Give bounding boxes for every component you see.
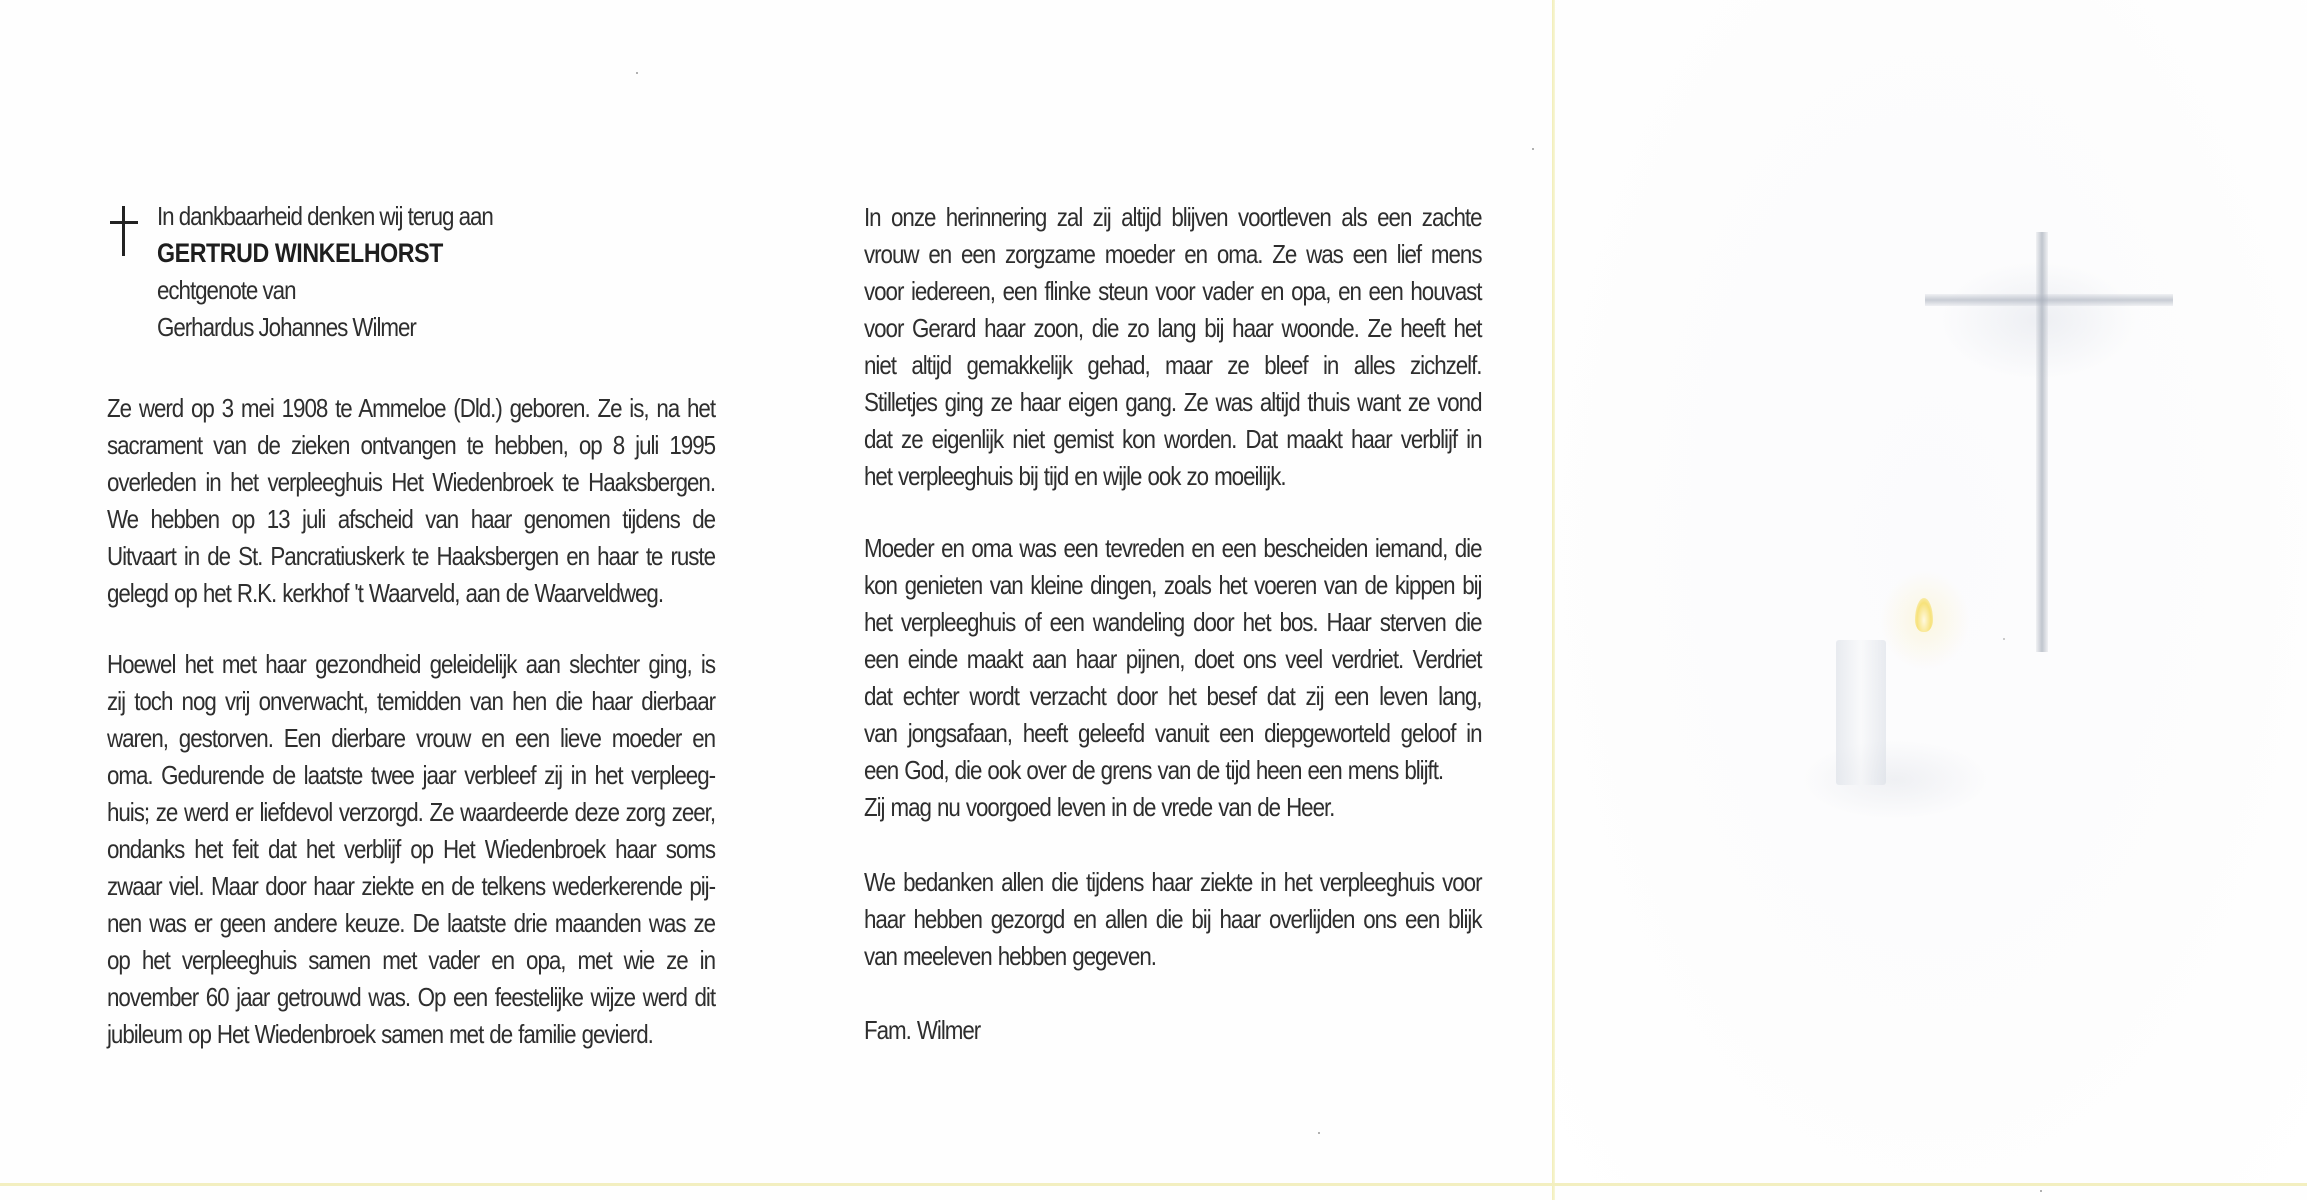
text-line: oma. Gedurende de laatste twee jaar verbleef zij in het verpleeg- <box>107 760 716 790</box>
text-line: gelegd op het R.K. kerkhof 't Waarveld, aan de Waarveldweg. <box>107 578 664 608</box>
text-line: dat echter wordt verzacht door het besef dat zij een leven lang, <box>864 681 1482 711</box>
remembrance-paragraph-1 <box>864 199 1481 495</box>
text-line: Zij mag nu voorgoed leven in de vrede van de Heer. <box>864 792 1335 822</box>
text-line: op het verpleeghuis samen met vader en opa, met wie ze in <box>107 945 716 975</box>
text-line: overleden in het verpleeghuis Het Wiedenbroek te Haaksbergen. <box>107 467 716 497</box>
text-line: Stilletjes ging ze haar eigen gang. Ze was altijd thuis want ze vond <box>864 387 1482 417</box>
candle-shadow <box>1800 740 1990 820</box>
dedication-line: In dankbaarheid denken wij terug aan <box>157 201 493 231</box>
bottom-edge <box>0 1183 2307 1186</box>
text-line: van meeleven hebben gegeven. <box>864 941 1156 971</box>
text-line: nen was er geen andere keuze. De laatste drie maanden was ze <box>107 908 716 938</box>
biography-paragraph-1 <box>107 390 715 612</box>
text-line: zwaar viel. Maar door haar ziekte en de telkens wederkerende pij- <box>107 871 716 901</box>
text-line: een einde maakt aan haar pijnen, doet ons veel verdriet. Verdriet <box>864 644 1482 674</box>
text-line: kon genieten van kleine dingen, zoals het voeren van de kippen bij <box>864 570 1482 600</box>
text-line: Hoewel het met haar gezondheid geleidelijk aan slechter ging, is <box>107 649 716 679</box>
text-line: We bedanken allen die tijdens haar ziekte in het verpleeghuis voor <box>864 867 1482 897</box>
dedication-header <box>157 198 493 346</box>
text-line: jubileum op Het Wiedenbroek samen met de familie gevierd. <box>107 1019 653 1049</box>
text-line: In onze herinnering zal zij altijd blijven voortleven als een zachte <box>864 202 1482 232</box>
family-signature: Fam. Wilmer <box>864 1015 981 1045</box>
text-line: Moeder en oma was een tevreden en een bescheiden iemand, die <box>864 533 1482 563</box>
candle-icon <box>1836 640 1886 785</box>
text-line: vrouw en een zorgzame moeder en oma. Ze was een lief mens <box>864 239 1482 269</box>
text-line: dat ze eigenlijk niet gemist kon worden. Dat maakt haar verblijf in <box>864 424 1482 454</box>
text-line: Ze werd op 3 mei 1908 te Ammeloe (Dld.) geboren. Ze is, na het <box>107 393 716 423</box>
small-cross-icon <box>110 206 138 256</box>
text-line: Uitvaart in de St. Pancratiuskerk te Haaksbergen en haar te ruste <box>107 541 716 571</box>
biography-paragraph-2 <box>107 646 715 1053</box>
text-line: We hebben op 13 juli afscheid van haar genomen tijdens de <box>107 504 716 534</box>
text-line: voor Gerard haar zoon, die zo lang bij haar woonde. Ze heeft het <box>864 313 1482 343</box>
remembrance-paragraph-2 <box>864 530 1481 826</box>
scan-speck <box>636 72 638 74</box>
text-line: ondanks het feit dat het verblijf op Het Wiedenbroek haar soms <box>107 834 716 864</box>
text-line: niet altijd gemakkelijk gehad, maar ze bleef in alles zichzelf. <box>864 350 1482 380</box>
scan-speck <box>1318 1132 1320 1134</box>
text-line: het verpleeghuis of een wandeling door het bos. Haar sterven die <box>864 607 1482 637</box>
text-line: voor iedereen, een flinke steun voor vader en opa, en een houvast <box>864 276 1482 306</box>
scan-speck <box>1532 148 1534 150</box>
text-line: haar hebben gezorgd en allen die bij haar overlijden ons een blijk <box>864 904 1482 934</box>
scan-speck <box>2003 638 2005 640</box>
text-line: waren, gestorven. Een dierbare vrouw en een lieve moeder en <box>107 723 716 753</box>
deceased-name: GERTRUD WINKELHORST <box>157 238 443 268</box>
text-line: zij toch nog vrij onverwacht, temidden van hen die haar dierbaar <box>107 686 716 716</box>
text-line: van jongsafaan, heeft geleefd vanuit een diepgeworteld geloof in <box>864 718 1482 748</box>
text-line: sacrament van de zieken ontvangen te hebben, op 8 juli 1995 <box>107 430 716 460</box>
thanks-paragraph <box>864 864 1481 975</box>
text-line: het verpleeghuis bij tijd en wijle ook zo moeilijk. <box>864 461 1286 491</box>
text-line: november 60 jaar getrouwd was. Op een feestelijke wijze werd dit <box>107 982 716 1012</box>
cross-crossbar <box>1925 294 2173 306</box>
text-line: een God, die ook over de grens van de tijd heen een mens blijft. <box>864 755 1444 785</box>
scan-speck <box>2040 1190 2042 1192</box>
text-line: huis; ze werd er liefdevol verzorgd. Ze waardeerde deze zorg zeer, <box>107 797 716 827</box>
spouse-name: Gerhardus Johannes Wilmer <box>157 312 416 342</box>
spouse-label: echtgenote van <box>157 275 296 305</box>
